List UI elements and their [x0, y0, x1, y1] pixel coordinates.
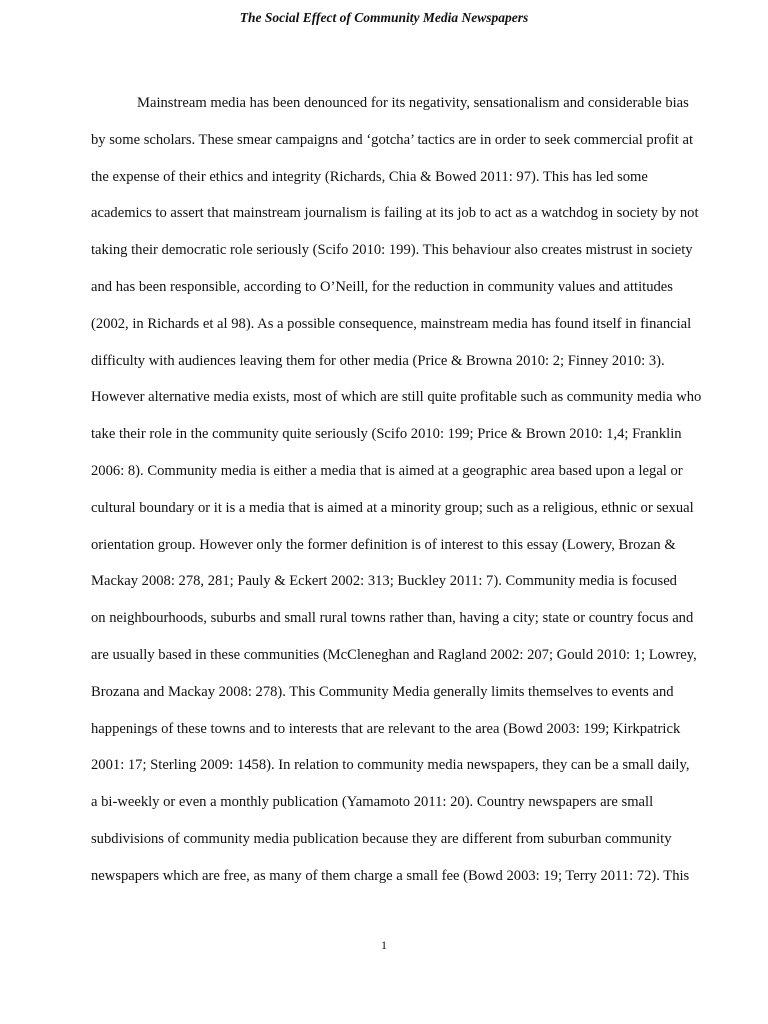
- page-number: 1: [381, 938, 387, 952]
- text-line: and has been responsible, according to O’Neill, for the reduction in community values and attitudes: [91, 278, 673, 295]
- text-line: orientation group. However only the former definition is of interest to this essay (Lowery, Brozan &: [91, 536, 676, 553]
- text-line: happenings of these towns and to interests that are relevant to the area (Bowd 2003: 199; Kirkpatrick: [91, 720, 681, 737]
- text-line: are usually based in these communities (McCleneghan and Ragland 2002: 207; Gould 2010: 1; Lowrey,: [91, 646, 697, 663]
- text-line: 2006: 8). Community media is either a media that is aimed at a geographic area based upon a legal or: [91, 462, 683, 479]
- text-line: (2002, in Richards et al 98). As a possible consequence, mainstream media has found itself in financial: [91, 315, 692, 332]
- running-header: The Social Effect of Community Media Newspapers: [239, 10, 529, 25]
- text-line: Mainstream media has been denounced for its negativity, sensationalism and considerable bias: [137, 95, 689, 111]
- text-line: subdivisions of community media publication because they are different from suburban community: [91, 830, 672, 847]
- text-line: a bi-weekly or even a monthly publication (Yamamoto 2011: 20). Country newspapers are small: [91, 794, 654, 811]
- text-line: newspapers which are free, as many of them charge a small fee (Bowd 2003: 19; Terry 2011: 72). This: [91, 867, 690, 884]
- text-line: However alternative media exists, most of which are still quite profitable such as community media who: [91, 389, 702, 406]
- text-line: taking their democratic role seriously (Scifo 2010: 199). This behaviour also creates mistrust in society: [91, 242, 693, 259]
- text-line: on neighbourhoods, suburbs and small rural towns rather than, having a city; state or country focus and: [91, 610, 694, 627]
- text-line: cultural boundary or it is a media that is aimed at a minority group; such as a religious, ethnic or sexual: [91, 499, 694, 516]
- text-line: the expense of their ethics and integrity (Richards, Chia & Bowed 2011: 97). This has led some: [91, 168, 648, 185]
- text-line: difficulty with audiences leaving them for other media (Price & Browna 2010: 2; Finney 2010: 3).: [91, 352, 665, 369]
- text-line: academics to assert that mainstream journalism is failing at its job to act as a watchdog in society by not: [91, 205, 699, 222]
- text-line: by some scholars. These smear campaigns and ‘gotcha’ tactics are in order to seek commercial profit at: [91, 131, 694, 148]
- text-line: Brozana and Mackay 2008: 278). This Community Media generally limits themselves to events and: [91, 683, 674, 700]
- text-line: take their role in the community quite seriously (Scifo 2010: 199; Price & Brown 2010: 1,4; Franklin: [91, 426, 682, 443]
- text-line: Mackay 2008: 278, 281; Pauly & Eckert 2002: 313; Buckley 2011: 7). Community media is focused: [91, 573, 677, 590]
- body-paragraph: [91, 94, 731, 904]
- text-line: 2001: 17; Sterling 2009: 1458). In relation to community media newspapers, they can be a small daily,: [91, 757, 690, 774]
